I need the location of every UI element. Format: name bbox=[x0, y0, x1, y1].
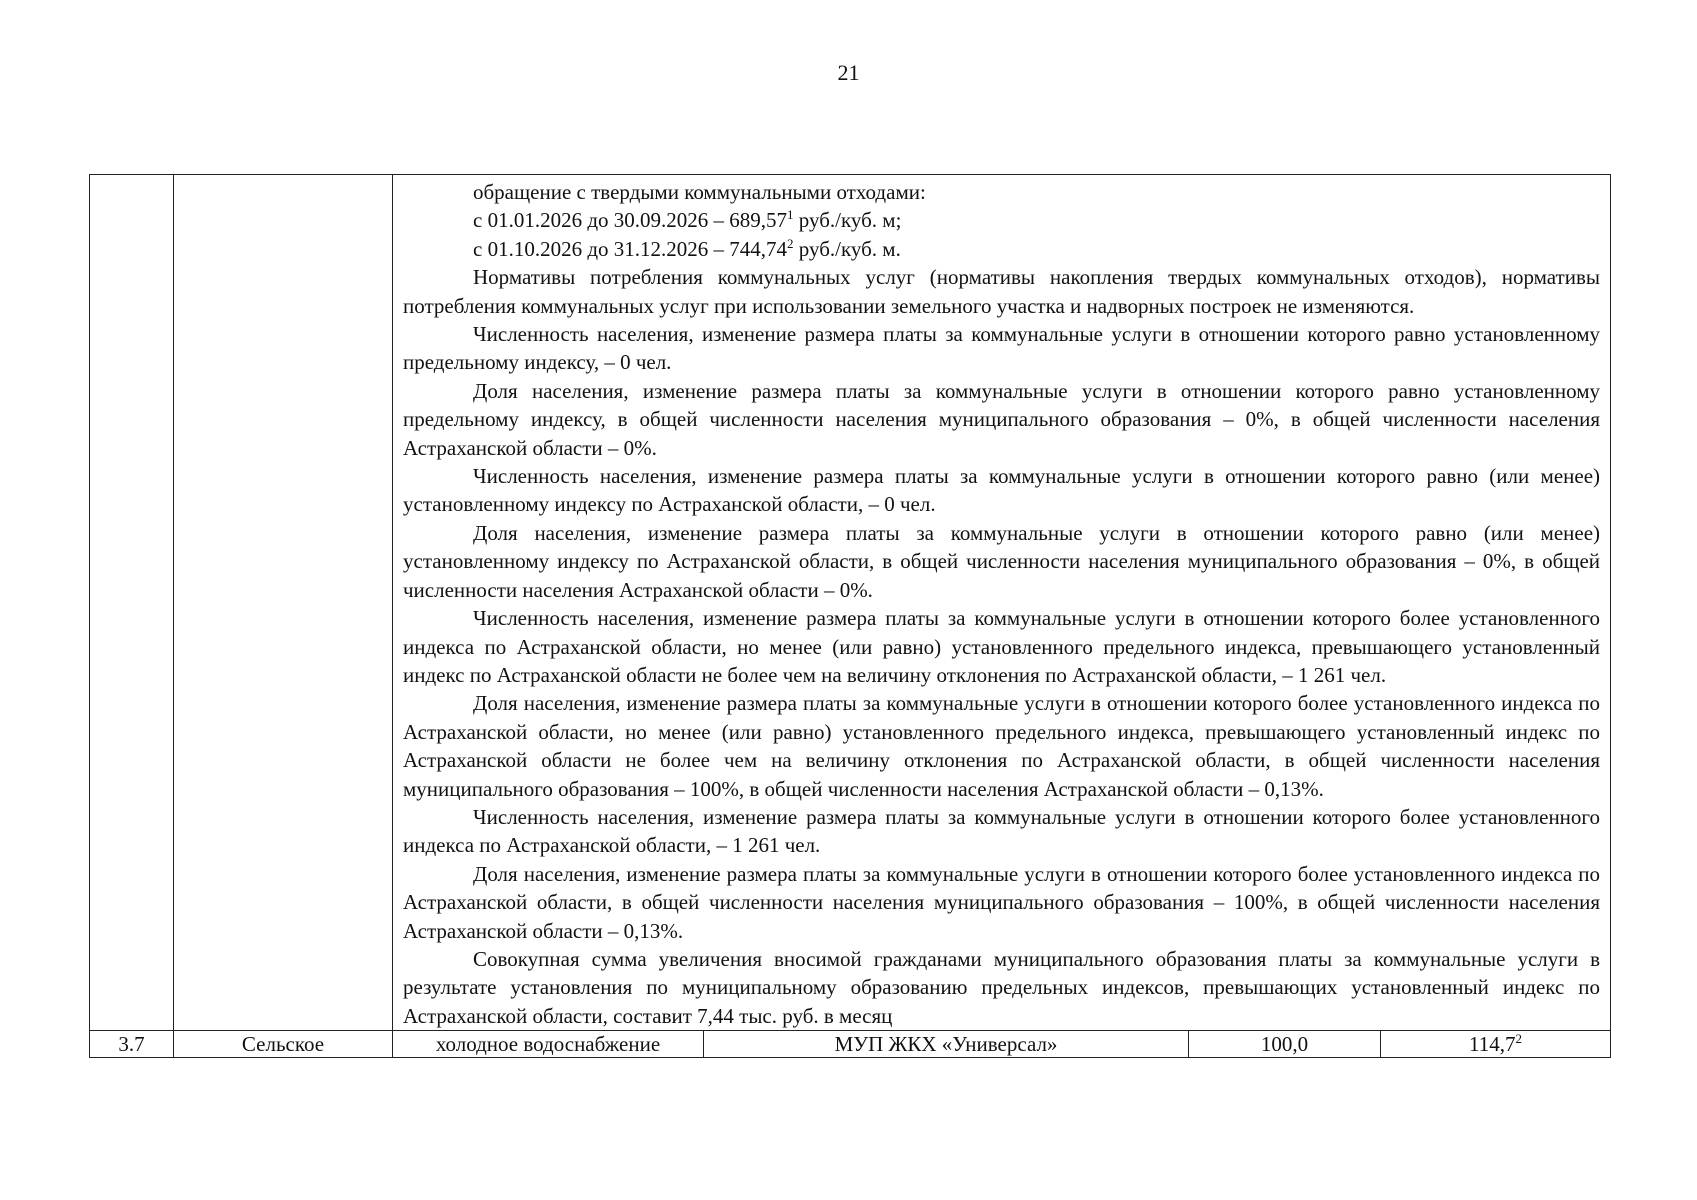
cell-municipality: Сельское bbox=[174, 1031, 393, 1058]
cell-service: холодное водоснабжение bbox=[393, 1031, 704, 1058]
footnote-ref-2: 2 bbox=[787, 235, 794, 251]
paragraph-population-above: Численность населения, изменение размера платы за коммунальные услуги в отношении которого более установленного индекса по Астраханской области, – 1 261 чел. bbox=[403, 804, 1601, 858]
value-2-text: 114,7 bbox=[1469, 1032, 1516, 1057]
cell-row-number: 3.7 bbox=[90, 1031, 174, 1058]
cell-provider: МУП ЖКХ «Универсал» bbox=[704, 1031, 1189, 1058]
footnote-ref-value-2: 2 bbox=[1515, 1031, 1522, 1047]
paragraph-population-equal-limit: Численность населения, изменение размера платы за коммунальные услуги в отношении которого равно установленному предельному индексу, – 0 чел. bbox=[403, 322, 1601, 375]
paragraph-population-between: Численность населения, изменение размера платы за коммунальные услуги в отношении которого более установленного индекса по Астраханской области, но менее (или равно) установленного предельного индекса, превышающего установленный индекс по Астраханской области не более чем на величину отклонения по Астраханской области, – 1 261 чел. bbox=[403, 606, 1601, 687]
rate-2-unit: руб./куб. м. bbox=[793, 236, 901, 261]
cell-number-empty bbox=[90, 175, 174, 1031]
table-row-3-7 bbox=[90, 1031, 1611, 1058]
cell-municipality-empty bbox=[174, 175, 393, 1031]
rate-line-2 bbox=[403, 235, 1600, 263]
paragraph-norms: Нормативы потребления коммунальных услуг (нормативы накопления твердых коммунальных отходов), нормативы потребления коммунальных услуг при использовании земельного участка и надворных построек не изменяются. bbox=[403, 265, 1601, 318]
footnote-ref-1: 1 bbox=[787, 207, 794, 223]
paragraph-share-between: Доля населения, изменение размера платы за коммунальные услуги в отношении которого более установленного индекса по Астраханской области, но менее (или равно) установленного предельного индекса, превышающего установленный индекс по Астраханской области не более чем на величину отклонения по Астраханской области, в общей численности населения муниципального образования – 100%, в общей численности населения Астраханской области – 0,13%. bbox=[403, 691, 1601, 801]
paragraph-share-above: Доля населения, изменение размера платы за коммунальные услуги в отношении которого более установленного индекса по Астраханской области, в общей численности населения муниципального образования – 100%, в общей численности населения Астраханской области – 0,13%. bbox=[403, 861, 1601, 943]
cell-value-1: 100,0 bbox=[1189, 1031, 1381, 1058]
cell-description bbox=[393, 175, 1611, 1031]
paragraph-total-sum: Совокупная сумма увеличения вносимой гражданами муниципального образования платы за коммунальные услуги в результате установления по муниципальному образованию предельных индексов, превышающих установленный индекс по Астраханской области, составит 7,44 тыс. руб. в месяц bbox=[403, 946, 1601, 1028]
paragraph-population-equal-index: Численность населения, изменение размера платы за коммунальные услуги в отношении которого равно (или менее) установленному индексу по Астраханской области, – 0 чел. bbox=[403, 464, 1601, 517]
page-number: 21 bbox=[837, 60, 860, 85]
paragraph-lead: обращение с твердыми коммунальными отходами: bbox=[473, 180, 926, 204]
table-row-continued bbox=[90, 175, 1611, 1031]
rate-line-1 bbox=[403, 206, 1600, 234]
paragraph-share-equal-limit: Доля населения, изменение размера платы за коммунальные услуги в отношении которого равно установленному предельному индексу, в общей численности населения муниципального образования – 0%, в общей численности населения Астраханской области – 0%. bbox=[403, 378, 1601, 460]
rate-2-text: с 01.10.2026 до 31.12.2026 – 744,74 bbox=[473, 236, 788, 261]
rate-1-text: с 01.01.2026 до 30.09.2026 – 689,57 bbox=[473, 208, 788, 233]
cell-value-2 bbox=[1381, 1031, 1611, 1058]
rate-1-unit: руб./куб. м; bbox=[793, 208, 902, 233]
tariff-table bbox=[89, 174, 1611, 1058]
paragraph-share-equal-index: Доля населения, изменение размера платы за коммунальные услуги в отношении которого равно (или менее) установленному индексу по Астраханской области, в общей численности населения муниципального образования – 0%, в общей численности населения Астраханской области – 0%. bbox=[403, 520, 1601, 602]
